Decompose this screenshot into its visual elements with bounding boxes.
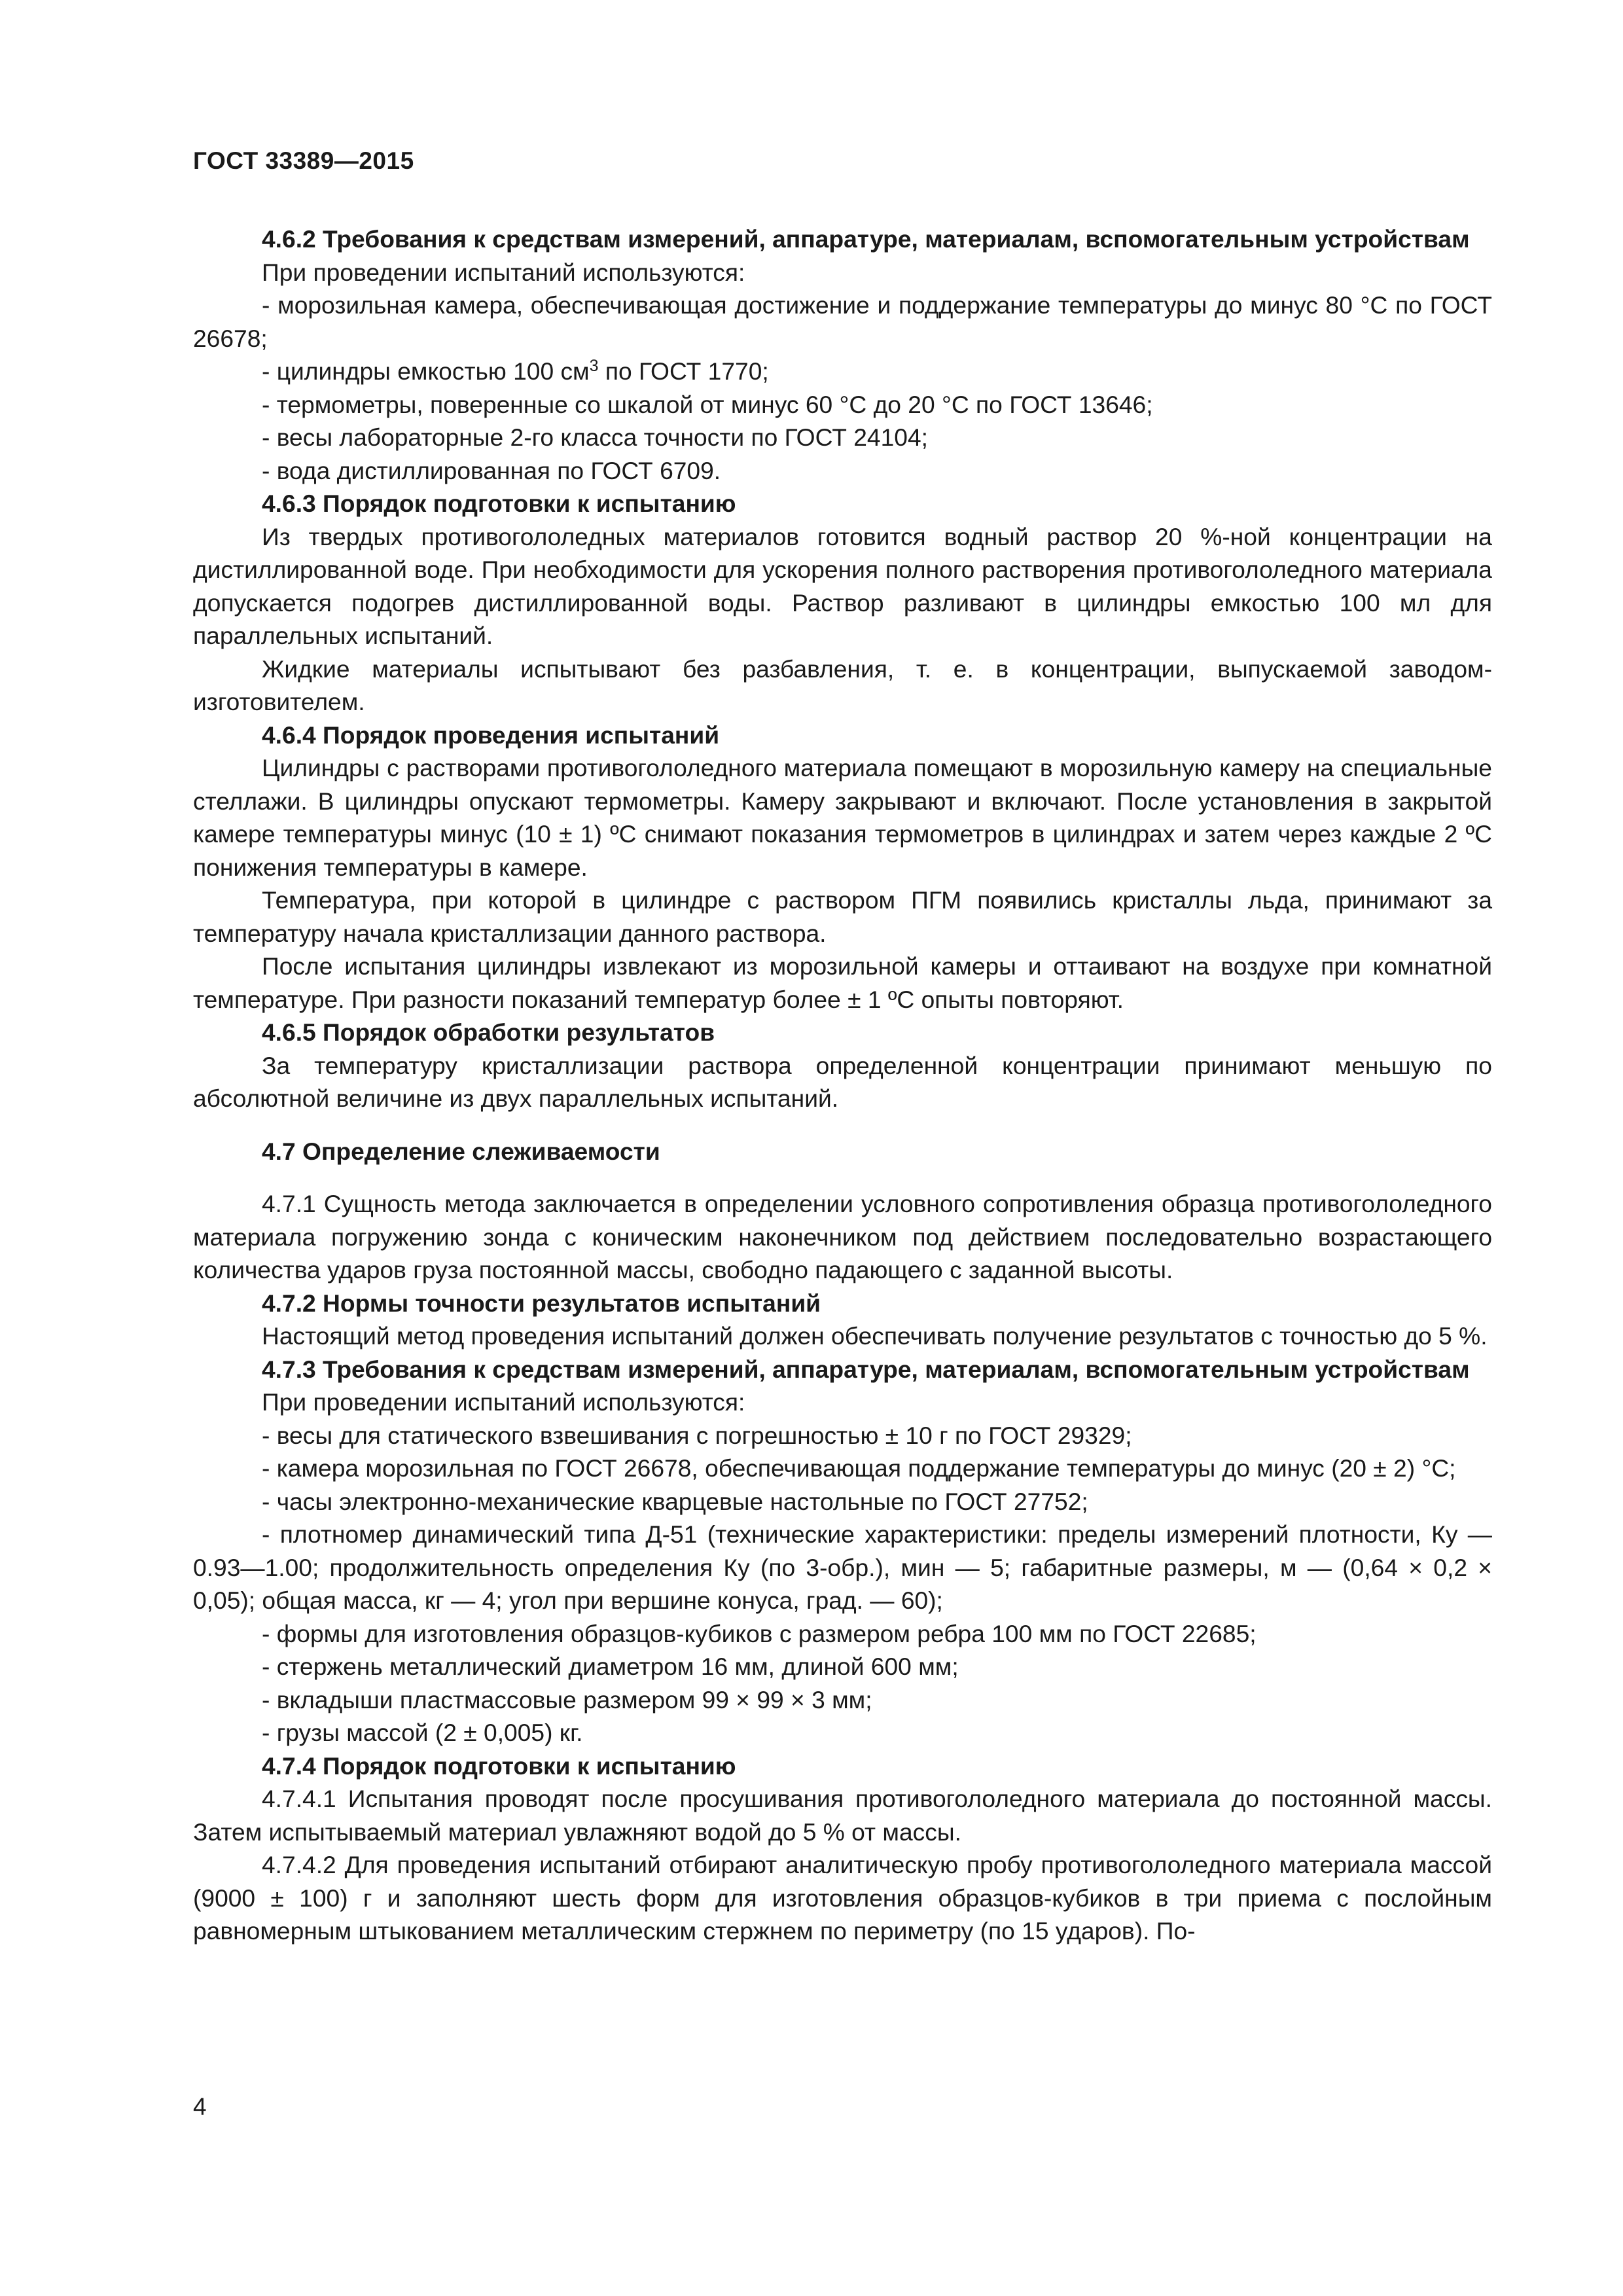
- paragraph: 4.7.4.2 Для проведения испытаний отбирают аналитическую пробу противогололедного материала массой (9000 ± 100) г и заполняют шесть форм для изготовления образцов-кубиков в три приема с послойным равномерным штыкованием металлическим стержнем по периметру (по 15 ударов). По-: [193, 1851, 1492, 1945]
- section-heading-4-7-4: 4.7.4 Порядок подготовки к испытанию: [262, 1751, 736, 1780]
- list-item: - вкладыши пластмассовые размером 99 × 99 × 3 мм;: [262, 1685, 872, 1713]
- paragraph: Температура, при которой в цилиндре с раствором ПГМ появились кристаллы льда, принимают за температуру начала кристаллизации данного раствора.: [193, 886, 1492, 947]
- list-item: - термометры, поверенные со шкалой от минус 60 °С до 20 °С по ГОСТ 13646;: [262, 390, 1153, 418]
- section-heading-4-7-3: 4.7.3 Требования к средствам измерений, аппаратуре, материалам, вспомогательным устройствам: [262, 1355, 1470, 1383]
- section-heading-4-7: 4.7 Определение слеживаемости: [262, 1137, 660, 1165]
- document-body: [193, 223, 1492, 1948]
- list-item: - формы для изготовления образцов-кубиков с размером ребра 100 мм по ГОСТ 22685;: [262, 1619, 1257, 1647]
- section-heading-4-7-2: 4.7.2 Нормы точности результатов испытаний: [262, 1289, 821, 1317]
- list-item: - камера морозильная по ГОСТ 26678, обеспечивающая поддержание температуры до минус (20 ± 2) °С;: [262, 1454, 1456, 1482]
- paragraph: При проведении испытаний используются:: [262, 258, 745, 286]
- list-item: - стержень металлический диаметром 16 мм, длиной 600 мм;: [262, 1653, 959, 1680]
- section-heading-4-6-5: 4.6.5 Порядок обработки результатов: [262, 1018, 715, 1046]
- list-item: - морозильная камера, обеспечивающая достижение и поддержание температуры до минус 80 °С по ГОСТ 26678;: [193, 291, 1492, 352]
- paragraph: 4.7.4.1 Испытания проводят после просушивания противогололедного материала до постоянной массы. Затем испытываемый материал увлажняют водой до 5 % от массы.: [193, 1785, 1492, 1846]
- list-item-text: по ГОСТ 1770;: [598, 357, 769, 385]
- list-item: - грузы массой (2 ± 0,005) кг.: [262, 1719, 583, 1746]
- list-item-text: - цилиндры емкостью 100 см: [262, 357, 590, 385]
- list-item: - плотномер динамический типа Д-51 (технические характеристики: пределы измерений плотности, Ку — 0.93—1.00; продолжительность определения Ку (по 3-обр.), мин — 5; габаритные размеры, м — (0,64 × 0,2 × 0,05); общая масса, кг — 4; угол при вершине конуса, град. — 60);: [193, 1520, 1492, 1614]
- list-item: - весы для статического взвешивания с погрешностью ± 10 г по ГОСТ 29329;: [262, 1421, 1132, 1449]
- paragraph: Жидкие материалы испытывают без разбавления, т. е. в концентрации, выпускаемой заводом-изготовителем.: [193, 655, 1492, 715]
- paragraph: После испытания цилиндры извлекают из морозильной камеры и оттаивают на воздухе при комнатной температуре. При разности показаний температур более ± 1 ºС опыты повторяют.: [193, 952, 1492, 1013]
- list-item: [193, 355, 1492, 388]
- paragraph: Настоящий метод проведения испытаний должен обеспечивать получение результатов с точностью до 5 %.: [262, 1322, 1488, 1350]
- list-item: - вода дистиллированная по ГОСТ 6709.: [262, 456, 721, 484]
- document-header: ГОСТ 33389—2015: [193, 147, 414, 174]
- superscript: 3: [589, 357, 599, 375]
- paragraph: За температуру кристаллизации раствора определенной концентрации принимают меньшую по абсолютной величине из двух параллельных испытаний.: [193, 1051, 1492, 1112]
- section-heading-4-6-4: 4.6.4 Порядок проведения испытаний: [262, 721, 720, 749]
- section-heading-4-6-2: 4.6.2 Требования к средствам измерений, аппаратуре, материалам, вспомогательным устройствам: [262, 225, 1470, 253]
- paragraph: Из твердых противогололедных материалов готовится водный раствор 20 %-ной концентрации на дистиллированной воде. При необходимости для ускорения полного растворения противогололедного материала допускается подогрев дистиллированной воды. Раствор разливают в цилиндры емкостью 100 мл для параллельных испытаний.: [193, 522, 1492, 649]
- paragraph: Цилиндры с растворами противогололедного материала помещают в морозильную камеру на специальные стеллажи. В цилиндры опускают термометры. Камеру закрывают и включают. После установления в закрытой камере температуры минус (10 ± 1) ºС снимают показания термометров в цилиндрах и затем через каждые 2 ºС понижения температуры в камере.: [193, 754, 1492, 881]
- list-item: - весы лабораторные 2-го класса точности по ГОСТ 24104;: [262, 423, 928, 451]
- list-item: - часы электронно-механические кварцевые настольные по ГОСТ 27752;: [262, 1487, 1088, 1515]
- section-heading-4-6-3: 4.6.3 Порядок подготовки к испытанию: [262, 490, 736, 517]
- paragraph: При проведении испытаний используются:: [262, 1388, 745, 1416]
- paragraph: 4.7.1 Сущность метода заключается в определении условного сопротивления образца противогололедного материала погружению зонда с коническим наконечником под действием последовательно возрастающего количества ударов груза постоянной массы, свободно падающего с заданной высоты.: [193, 1190, 1492, 1283]
- page-number: 4: [193, 2093, 207, 2120]
